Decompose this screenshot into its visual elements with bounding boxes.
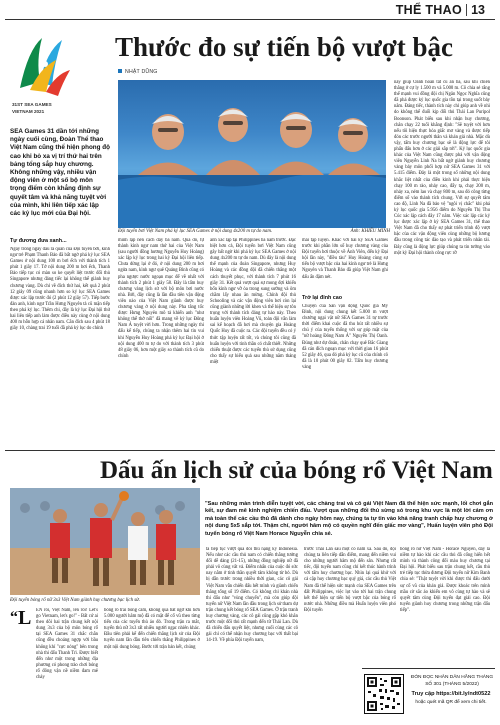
article1-lead: SEA Games 31 dần tới những ngày cuối cùng, Đoàn Thể thao Việt Nam cũng thể hiện phong độ cao khi bỏ xa vị trí thứ hai trên bảng tổng sắp huy chương. Không những vậy, nhiều vận động viên ở một số bộ môn trọng điểm còn khẳng định sự quyết tâm và khả năng tuyệt vời của mình, khi liên tiếp xác lập các kỷ lục mới của Đại hội. xyxy=(10,128,110,218)
promo-link[interactable]: Truy cập https://bit.ly/ndt0522 xyxy=(411,691,491,697)
article1-subhead2: Trở lại đỉnh cao xyxy=(302,295,343,301)
article2-col3: ta tiếp tục vượt qua đối thủ nặng ký Indonesia. Nếu như các cầu thủ nam có chiến thắng tưởng đối dễ dàng (21-15), những đồng nghiệp nữ đã phải vô cùng vất vả. Điểm nhấn của cuộc đó sức nay nằm ở tinh thần quyết tâm không từ bỏ. Dù bị dẫn trước trong nhiều thời gian, các cô gái Việt Nam vẫn chiến đấu hết mình và giành chiến thắng tổng số 19 điểm. Có không chỉ khán nhà thi đấu như "vùng chuyển", mà còn giúp đội tuyển nữ Việt Nam lần đầu trong lịch sử tham dự trận chung kết bóng rổ SEA Games. Ở trận tranh huy chương vàng, các cô gái cũng gặp khó khăn trước một đối thủ rất mạnh đến từ Thái Lan. Dù đã chiến đấu quyết liệt, nhưng cuối cùng các cô gái chỉ có thể nhận huy chương bạc với thất bại 14-19. Về phía Đội tuyển nam, xyxy=(206,547,298,644)
promo-line2: SỐ 301 (THÁNG 5/2022) xyxy=(425,682,479,687)
page-number: 13 xyxy=(471,3,485,17)
article2-col2: bóng rổ trái bóng cam, không quá bất ngờ khi hơn 5.000 người hâm mộ đã có mặt để cổ vũ theo từng tiến của các tuyển thủ áo đỏ. Trong trận ra mắt, tuyển thủ nữ 3x3 rất nhiều người ngạc nhiên khác. Đầu tiên phải kể đến chiến thắng lịch sử của Đội tuyển nam lần đầu tiên chiến thắng Philippines ở một nội dung bóng. Bước tới trận bán kết, chúng xyxy=(104,608,200,650)
article2-dropcap xyxy=(10,608,31,628)
basketball-players-illustration xyxy=(10,488,200,595)
promo-line4: hoặc quét mã QR để xem chi tiết. xyxy=(415,700,487,705)
article2-col5: bóng rổ nữ Việt Nam - Horace Nguyễn, đây là niềm tự hào khi các cầu thủ đã cống hiến hết mình và thành công đổi màu huy chương tại Đại hội. Phát biểu sau trận chung kết, cầu thủ trẻ tiếp tục thừa đương Đội tuyển nữ Kim Banh chia sẻ: "Thật tuyệt vời khi được thi đấu dưới sự cổ vũ của khán giả. Được khoác trên mình mầu cờ sắc áo khiến em vô cùng tự hào và sẽ quyết tâm cùng Đội tuyển đạt giải cao. Đội tuyển giành huy chương trong những trận đấu tiếp". xyxy=(400,547,490,613)
article1-headline: Thước đo sự tiến bộ vượt bậc xyxy=(115,32,454,62)
sea-games-logo xyxy=(10,30,80,125)
dropcap-quote-mark: “ xyxy=(10,609,18,626)
article2-quote: "Sau những màn trình diễn tuyệt vời, các chàng trai và cô gái Việt Nam đã thể hiện sức mạnh, lối chơi gắn kết, sự đam mê kinh nghiệm chiến đấu. Vượt qua những đối thủ sừng sỏ trong khu vực là một lời cảm ơn mà toàn thể các cầu thủ đã dành cho ngày hôm nay, chúng ta tự tin vào khả năng tranh chấp huy chương ở nội dung 5x5 sắp tới. Thậm chí, người hâm mộ có quyền nghĩ đến giấc mơ vàng", Huấn luyện viên phó Đội tuyển bóng rổ Việt Nam Horace Nguyễn chia sẻ. xyxy=(205,501,493,537)
article1-photo-caption: Đội tuyển bơi Việt Nam phá kỷ lục SEA Games ở nội dung 4x200 m tự do nam. xyxy=(118,229,273,234)
dropcap-letter: L xyxy=(18,607,32,629)
article1-col2: mình lập nên cách đây ba năm. Qua đó, tự thành kình ngư nam thứ hai của Việt Nam (sau người đồng hương Nguyễn Huy Hoàng) xác lập kỷ lục trong hai kỳ Đại hội liên tiếp. Chưa dừng lại ở đó, ở nội dung 200 m bơi ngửa nam, kình ngư quê Quảng Bình cũng có pha ngược nước ngoạn mục để về nhất với thành tích 2 phút 1 giây 58. Đây là tấm huy chương vàng lịch sử với bộ môn bơi nước nhà. Bởi, đây cũng là lần đầu tiên vận động viên nào của Việt Nam giành được huy chương vàng ở nội dung này. Pha tăng tốc được Hưng Nguyên mô tả khiến anh "như không thể thở nổi" đã mang về kỷ lục Đông Nam Á tuyệt vời hơn. Trong những ngày thi đấu kế tiếp, chúng ta nhận thêm hai tin vui khi Nguyễn Huy Hoàng phá kỷ lục Đại hội ở nội dung 400 m tự do với thành tích 3 phút 48 giây 06, hơn một giây so thành tích cũ do chính xyxy=(118,238,204,359)
article1-col1: Ngay trong ngày đầu ra quân của Đội tuyển bơi, kình ngư trẻ Phạm Thanh Bảo đã bất ngờ phá kỷ lục SEA Games ở nội dung 100 m bơi ếch với thành tích 1 phút 1 giây 17. Tở nội dung 200 m bơi ếch, Thanh Bảo tiếp tục có màn so ke quyết liệt trước đối thủ Singapore nhưng đáng tiếc lại không thể giành huy chương vàng. Dù chỉ về đích thứ hai, kết quả 2 phút 12 giây 09 cũng nhanh hơn so kỷ lục SEA Games được xác lập trước đó (2 phút 12 giây 57). Tiếp bước đàn anh, kình ngư Trần Hưng Nguyên tả cũ mặn tiếp theo phá kỷ lục. Thêm chi, đây là kỷ lục Đại hội thứ hai liên tiếp anh làm được điều này cùng ở nội dung 400 m hỗn hợp cá nhân nam. Căn đích sau 4 phút 18 giây 10, chàng trai 19 tuổi đã phá kỷ lục do chính xyxy=(10,247,110,332)
article1-byline: NHẬT DŨNG xyxy=(118,69,158,75)
swimmers-illustration xyxy=(118,80,386,228)
article1-col4-continued: Chuyện của Sân vận động Quốc gia Mỹ Đình, nội dung chung kết 5.000 m vượt chướng ngại vật nữ SEA Games 31 tự trước thời điểm khai cuộc đã thu hút rất nhiều sự chú ý của tuyển thống với sự góp mặt của "nữ hoàng Đông Nam Á" Nguyễn Thị Oanh. Đúng như dự đoán, chân chạy quê Bắc Giang đã cán đích ngoạn mục với thời gian 16 phút 52 giây 46, qua đó phá kỷ lục cũ của chính cô đã là 10 phút 00 giây 02. Tấm huy chương vàng xyxy=(302,304,388,370)
qr-code[interactable] xyxy=(364,674,404,714)
promo-box xyxy=(362,668,495,720)
header-divider xyxy=(466,4,467,16)
logo-line2: VIETNAM 2021 xyxy=(12,109,45,114)
section-divider xyxy=(5,450,495,451)
article1-subhead1: Tự đương đưa xanh... xyxy=(10,238,67,244)
article2-col4: trước Thái Lan sau một có năm xa. Sau đó, đội chúng ta liên tiếp dẫn điểm, mang đến niềm vui cho những người hâm mộ đến sân. Nhưng rất tiếc, đội tuyển nam cũng chỉ kết thúc hành trình với tấm huy chương bạc. Nhìn lại quá khứ với cả cặp huy chương bạc quý giá, các cầu thủ Việt Nam đã thể hiện sức mạnh của SEA Games trên đất Philippines, việc lọt vào tới hai trận chung kết thể hiện sự tiến bộ vượt bậc của bóng rổ nước nhà. Những điều mà Huấn luyện viên phó Đội tuyển xyxy=(304,547,396,613)
section-title: THỂ THAO xyxy=(395,3,462,17)
article1-col5: này giúp Oanh hoàn tất cú ăn ba, sau khi chiến thắng ở cự ly 1.500 m và 5.000 m. Cô chia sẻ rằng thế mạnh vui đồng đội chị Ngân Ngọc Nghĩa cũng đã phá được kỷ lục quốc gia tồn tại trong suốt bảy năm. Đáng tiếc, thành tích này chỉ giúp anh về nhì do không thể đuổi kịp đối thủ Thái Lan Puripol Boonson. Phát biểu sau khi nhận huy chương, chân chạy 22 tuổi khẳng định: "Sẽ tuyệt vời hơn nếu tôi hiện thực hóa giấc mơ vàng và được tiếp đón các trước người thân và khán giả nhà. Mặc dù vậy, tấm huy chương bạc sẽ là động lực để tôi phấn đấu hơn ở các giải sắp tới". Kỷ lục quốc gia khác của Việt Nam cũng được phá với vận động viên Nguyễn Linh Na bất ngờ giành huy chương vàng bảy môn phối hợp nữ SEA Games 31 với 5.415 điểm. Đây là một trong số những nội dung khắc liệt nhất của điền kinh khi phải thực hiện chạy 100 m rào, nhảy cao, đẩy tạ, chạy 200 m, nhảy xa, ném lao và chạy 800 m, sau đó công từng điểm số vào thành tích chung. Với sự quyết tâm cao độ, Linh Na đã bảo vệ "ngôi vị chắc" khi phá kỷ lục quốc gia 5.956 điểm do Nguyễn Thị Thu Cúc xác lập cách đây 17 năm. Việc xác lập các kỷ lục được xác lập ở kỳ SEA Games 31, thể thao Việt Nam đã cho thấy sự phát triển trình độ vượt bậc của các vận động viên cùng những bộ lương đầu trong công tác đào tạo và phát triển nhân tài. Đây cũng là động lực giúp chúng ta tin tưởng vào một kỳ Đại hội thành công rực rỡ xyxy=(394,80,490,256)
article2-headline: Dấu ấn lịch sử của bóng rổ Việt Nam xyxy=(100,457,493,484)
header-rule xyxy=(5,19,495,20)
article1-photo xyxy=(118,80,386,228)
logo-line1: 31ST SEA GAMES xyxy=(12,102,52,107)
article2-photo xyxy=(10,488,200,595)
article2-col1: ÊN rồi, Việt Nam, lên rồi! Let's go Vietnam, let's go!" - Bất cứ ai theo dõi hai trận chung kết nội dung 3x3 của bộ môn bóng rổ tại SEA Games 31 chắc chắn cũng đều choáng ngợp với bầu không khí "cực nóng" bên trong nhà thi đấu Thanh Trì. Được biết đến như một trong những địa phương có phong trào chơi bóng rổ đông vận nề niềm đam mê cháy xyxy=(36,608,98,681)
article1-photo-credit: Ảnh: KHIẾU MINH xyxy=(350,229,390,234)
sea-games-emblem-icon xyxy=(10,30,80,102)
article1-col3: anh xác lập tại Philippines ba năm trước. Đặc biệt hơn cả, Đội tuyển bơi Việt Nam cũng gây bất ngờ khi phá kỷ lục SEA Games ở nội dung 4x200 m tự do nam. Dù đây là nội dung thế mạnh của đoàn Singapore, nhưng Huy Hoàng và các đồng đội đã chiến thắng một cách thuyết phục, với thành tích 7 phút 16 giây 31. Kết quả vượt quá sự mong đợi khiến bốn kình ngư vỡ òa trong sung sướng và ôm chầm lấy nhau ăn mừng. Chính đội thủ Schooling và các vận động viên bơi còn lại cũng giành những lời khen và thể hiện sự tôn trọng với thành tích đáng tự hào này. Theo huấn luyện viên Hoàng Vũ, toàn đội vẫn làm sai kế hoạch đã hơi mà chuyện gia Hoàng Quốc Huy đã cuộc ra. Các đội tuyển đều có ý thức tập luyện rất tốt, và chúng tôi cũng đã huấn luyện với tinh thần có chất thiết. Những chiến thuật được các tuyển thủ sử dụng cũng cho thấy sự hiểu quả sau những năm tháng miệt xyxy=(210,238,296,365)
promo-line1: ĐÓN ĐỌC NHÂN DÂN HẰNG THÁNG xyxy=(410,675,494,680)
article1-col4: mài tập luyện. Khác với hai kỳ SEA Games trước khi phần lớn số huy chương vàng của Đội tuyển bơi thuộc về Ánh Viên, đến kỳ Đại hội lần này, "điều tàu" Huy Hoàng cùng sự tiến bộ vượt bậc của hai kình ngư trẻ là Hưng Nguyên và Thanh Bảo đã giúp Việt Nam ghi dấu ấn đậm nét. xyxy=(302,238,388,280)
article2-photo-caption: Đội tuyển bóng rổ nữ 3x3 Việt Nam giành huy chương bạc lịch sử. xyxy=(10,598,141,603)
qr-code-icon xyxy=(365,675,403,713)
